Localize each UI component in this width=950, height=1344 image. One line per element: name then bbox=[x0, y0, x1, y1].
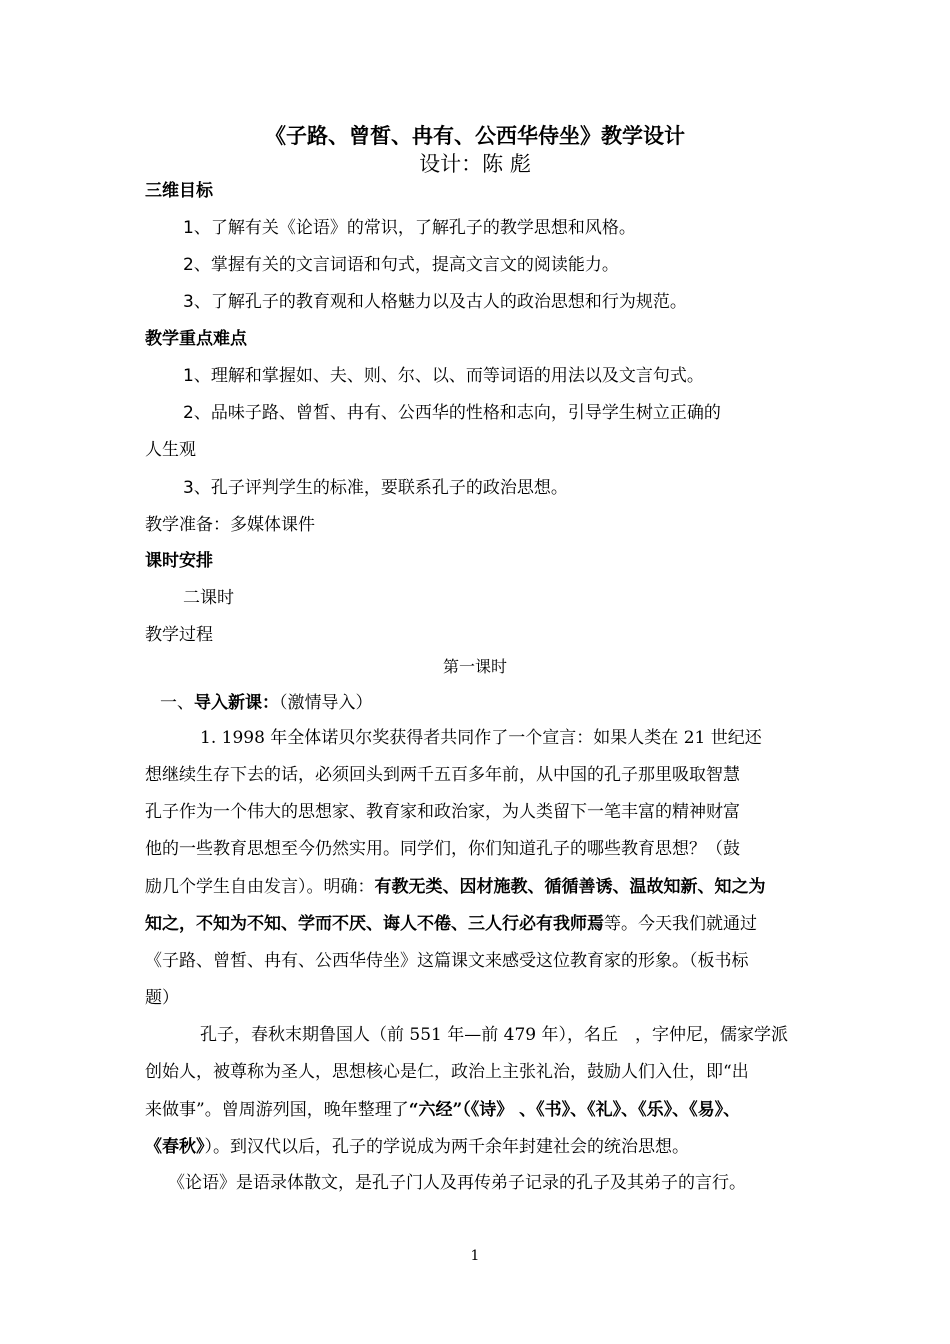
schedule-text: 二课时 bbox=[183, 588, 234, 608]
plain-text: 来做事”。曾周游列国，晚年整理了 bbox=[145, 1100, 409, 1120]
paragraph-line: 《论语》是语录体散文，是孔子门人及再传弟子记录的孔子及其弟子的言行。 bbox=[168, 1173, 746, 1193]
key-point-item: 3、孔子评判学生的标准，要联系孔子的政治思想。 bbox=[183, 478, 568, 498]
plain-text: 励几个学生自由发言）。明确： bbox=[145, 877, 375, 897]
paragraph-line: 题） bbox=[145, 988, 179, 1008]
key-point-item: 2、品味子路、曾皙、冉有、公西华的性格和志向，引导学生树立正确的 bbox=[183, 403, 721, 423]
paragraph-line: 他的一些教育思想至今仍然实用。同学们，你们知道孔子的哪些教育思想？（鼓 bbox=[145, 839, 740, 859]
paragraph-line: 创始人，被尊称为圣人，思想核心是仁，政治上主张礼治，鼓励人们入仕，即“出 bbox=[145, 1062, 749, 1082]
paragraph-line bbox=[145, 1132, 689, 1157]
goals-heading: 三维目标 bbox=[145, 181, 213, 201]
section-number: 一、 bbox=[160, 693, 194, 713]
paragraph-line: 《子路、曾皙、冉有、公西华侍坐》这篇课文来感受这位教育家的形象。（板书标 bbox=[145, 951, 749, 971]
section-intro bbox=[160, 688, 373, 713]
paragraph-line: 孔子作为一个伟大的思想家、教育家和政治家，为人类留下一笔丰富的精神财富 bbox=[145, 802, 740, 822]
goal-item: 3、了解孔子的教育观和人格魅力以及古人的政治思想和行为规范。 bbox=[183, 292, 687, 312]
paragraph-line bbox=[145, 909, 757, 934]
section-intro-title: 导入新课： bbox=[194, 693, 279, 713]
page-number: 1 bbox=[470, 1248, 480, 1264]
key-point-item: 1、理解和掌握如、夫、则、尔、以、而等词语的用法以及文言句式。 bbox=[183, 366, 704, 386]
document-title: 《子路、曾皙、冉有、公西华侍坐》教学设计 bbox=[265, 123, 685, 148]
lesson-one-label: 第一课时 bbox=[442, 657, 507, 676]
paragraph-line: 孔子，春秋末期鲁国人（前 551 年—前 479 年），名丘 ，字仲尼，儒家学派 bbox=[200, 1025, 789, 1045]
paragraph-line bbox=[145, 1095, 740, 1120]
process-label: 教学过程 bbox=[145, 625, 213, 645]
schedule-heading: 课时安排 bbox=[145, 551, 213, 571]
section-intro-note: （激情导入） bbox=[279, 693, 373, 713]
teaching-preparation: 教学准备：多媒体课件 bbox=[145, 515, 315, 535]
plain-text: 等。今天我们就通过 bbox=[604, 914, 757, 934]
bold-text: 《春秋》 bbox=[145, 1137, 205, 1157]
paragraph-line bbox=[145, 872, 766, 897]
plain-text: ）。到汉代以后，孔子的学说成为两千余年封建社会的统治思想。 bbox=[204, 1137, 689, 1157]
paragraph-line: 1. 1998 年全体诺贝尔奖获得者共同作了一个宣言：如果人类在 21 世纪还 bbox=[200, 728, 762, 748]
document-author: 设计：陈 彪 bbox=[419, 152, 531, 176]
bold-text: 知之，不知为不知、学而不厌、诲人不倦、三人行必有我师焉 bbox=[145, 914, 604, 934]
key-point-item-continued: 人生观 bbox=[145, 440, 196, 460]
bold-text: 有教无类、因材施教、循循善诱、温故知新、知之为 bbox=[374, 877, 766, 897]
goal-item: 2、掌握有关的文言词语和句式，提高文言文的阅读能力。 bbox=[183, 255, 619, 275]
bold-text: “六经”（《诗》 、《书》、《礼》、《乐》、《易》、 bbox=[408, 1100, 741, 1120]
paragraph-line: 想继续生存下去的话，必须回头到两千五百多年前，从中国的孔子那里吸取智慧 bbox=[145, 765, 740, 785]
key-points-heading: 教学重点难点 bbox=[145, 329, 247, 349]
goal-item: 1、了解有关《论语》的常识，了解孔子的教学思想和风格。 bbox=[183, 218, 636, 238]
